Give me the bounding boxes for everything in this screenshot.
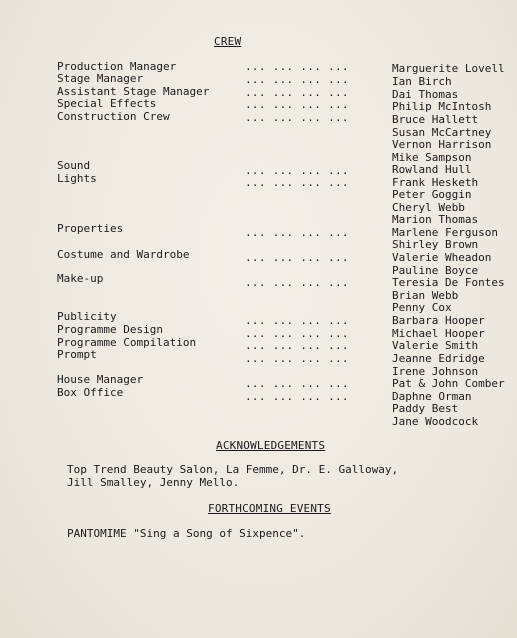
crew-name: Rowland Hull [392, 164, 472, 176]
dot-leader: ... ... ... ... [245, 176, 349, 189]
role-costume-wardrobe: Costume and Wardrobe [57, 248, 190, 261]
dot-leader: ... ... ... ... [245, 164, 349, 177]
crew-name: Daphne Orman [392, 391, 472, 403]
crew-name: Penny Cox [392, 302, 452, 314]
crew-name: Jeanne Edridge [392, 353, 485, 365]
role-make-up: Make-up [57, 272, 104, 285]
role-properties: Properties [57, 222, 124, 235]
dot-leader: ... ... ... ... [245, 276, 349, 289]
acknowledgements-heading: ACKNOWLEDGEMENTS [216, 439, 326, 452]
dot-leader: ... ... ... ... [245, 352, 349, 365]
dot-leader: ... ... ... ... [245, 86, 349, 99]
dot-leader: ... ... ... ... [245, 226, 349, 239]
role-sound: Sound [57, 159, 91, 172]
crew-name: Jane Woodcock [392, 416, 479, 428]
crew-name: Ian Birch [392, 76, 452, 88]
crew-name: Barbara Hooper [392, 315, 485, 327]
dot-leader: ... ... ... ... [245, 111, 349, 124]
crew-name: Michael Hooper [392, 328, 485, 340]
role-box-office: Box Office [57, 386, 124, 399]
acknowledgements-line-1: Top Trend Beauty Salon, La Femme, Dr. E. Galloway, [67, 463, 399, 476]
dot-leader: ... ... ... ... [245, 73, 349, 86]
crew-name: Shirley Brown [392, 239, 479, 251]
crew-name: Dai Thomas [392, 89, 459, 101]
dot-leader: ... ... ... ... [245, 314, 349, 327]
role-production-manager: Production Manager [57, 60, 177, 73]
forthcoming-events-heading: FORTHCOMING EVENTS [208, 502, 331, 515]
dot-leader: ... ... ... ... [245, 377, 349, 390]
crew-name: Valerie Smith [392, 340, 479, 352]
dot-leader: ... ... ... ... [245, 60, 349, 73]
role-programme-compilation: Programme Compilation [57, 336, 197, 349]
crew-name: Mike Sampson [392, 152, 472, 164]
crew-name: Philip McIntosh [392, 101, 492, 113]
crew-name: Marion Thomas [392, 214, 479, 226]
dot-leader: ... ... ... ... [245, 251, 349, 264]
crew-name: Cheryl Webb [392, 202, 465, 214]
crew-name: Pat & John Comber [392, 378, 505, 390]
role-publicity: Publicity [57, 310, 117, 323]
crew-name: Pauline Boyce [392, 265, 479, 277]
forthcoming-event-line: PANTOMIME "Sing a Song of Sixpence". [67, 527, 306, 540]
crew-name: Vernon Harrison [392, 139, 492, 151]
dot-leader: ... ... ... ... [245, 390, 349, 403]
crew-name: Irene Johnson [392, 366, 479, 378]
crew-name: Brian Webb [392, 290, 459, 302]
role-house-manager: House Manager [57, 373, 144, 386]
crew-name: Peter Goggin [392, 189, 472, 201]
crew-name: Marlene Ferguson [392, 227, 498, 239]
acknowledgements-line-2: Jill Smalley, Jenny Mello. [67, 476, 240, 489]
role-assistant-stage-manager: Assistant Stage Manager [57, 85, 210, 98]
crew-name: Bruce Hallett [392, 114, 479, 126]
role-programme-design: Programme Design [57, 323, 163, 336]
crew-name: Marguerite Lovell [392, 63, 505, 75]
dot-leader: ... ... ... ... [245, 327, 349, 340]
crew-heading: CREW [214, 35, 242, 48]
role-construction-crew: Construction Crew [57, 110, 170, 123]
crew-name: Frank Hesketh [392, 177, 479, 189]
role-prompt: Prompt [57, 348, 97, 361]
crew-name: Paddy Best [392, 403, 459, 415]
dot-leader: ... ... ... ... [245, 98, 349, 111]
dot-leader: ... ... ... ... [245, 339, 349, 352]
role-lights: Lights [57, 172, 97, 185]
role-stage-manager: Stage Manager [57, 72, 144, 85]
role-special-effects: Special Effects [57, 97, 157, 110]
crew-name: Teresia De Fontes [392, 277, 505, 289]
crew-name: Valerie Wheadon [392, 252, 492, 264]
crew-name: Susan McCartney [392, 127, 492, 139]
